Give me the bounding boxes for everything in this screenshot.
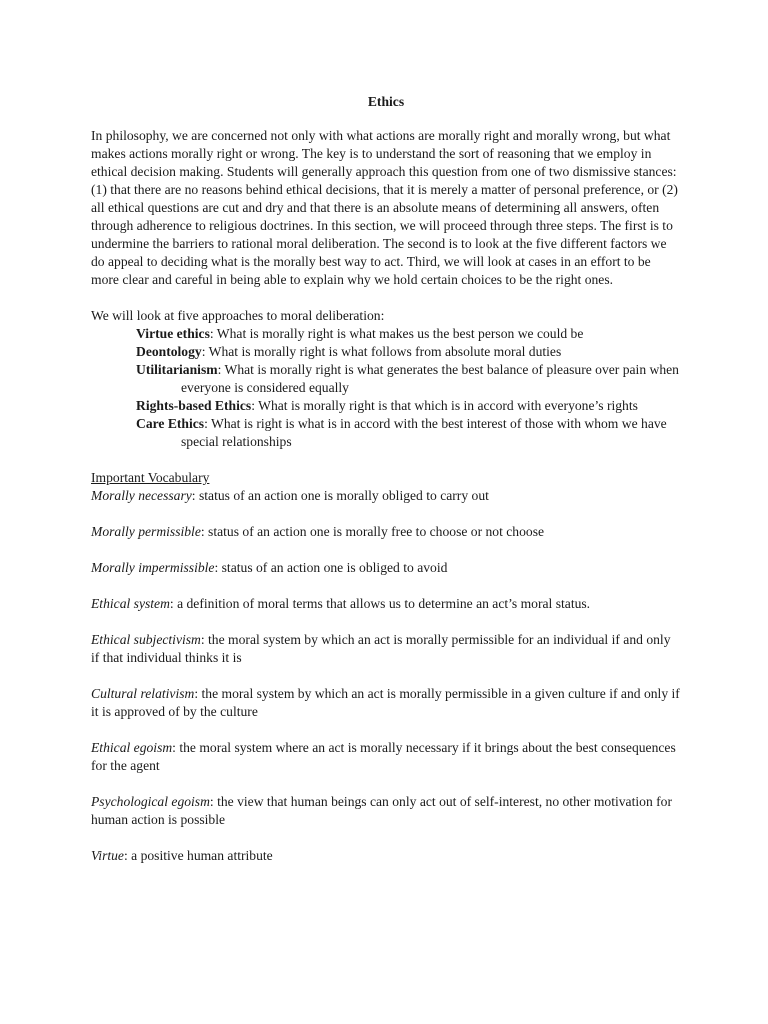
vocab-item-ethical-subjectivism xyxy=(91,631,681,667)
vocab-term: Morally necessary xyxy=(91,488,192,503)
approach-item-utilitarianism xyxy=(136,361,681,397)
approaches-lead: We will look at five approaches to moral deliberation: xyxy=(91,308,385,323)
vocab-term: Morally permissible xyxy=(91,524,201,539)
approach-term: Virtue ethics xyxy=(136,326,210,341)
document-page xyxy=(91,93,681,883)
vocabulary-heading: Important Vocabulary xyxy=(91,470,210,485)
vocab-item-morally-impermissible xyxy=(91,559,681,577)
vocab-item-morally-permissible xyxy=(91,523,681,541)
approach-item-deontology xyxy=(136,343,681,361)
vocab-item-cultural-relativism xyxy=(91,685,681,721)
vocab-definition: : the moral system by which an act is morally permissible for an individual if and only if that individual thinks it is xyxy=(91,632,671,665)
approach-definition: : What is morally right is that which is in accord with everyone’s rights xyxy=(251,398,638,413)
vocab-item-virtue xyxy=(91,847,681,865)
vocab-item-ethical-egoism xyxy=(91,739,681,775)
vocab-term: Morally impermissible xyxy=(91,560,215,575)
document-title: Ethics xyxy=(367,94,405,109)
approach-item-virtue-ethics xyxy=(136,325,681,343)
vocab-term: Ethical subjectivism xyxy=(91,632,201,647)
approach-item-care-ethics xyxy=(136,415,681,451)
vocab-term: Cultural relativism xyxy=(91,686,195,701)
intro-paragraph: In philosophy, we are concerned not only with what actions are morally right and morally wrong, but what makes actions morally right or wrong. The key is to understand the sort of reasoning that we employ in ethical decision making. Students will generally approach this question from one of two dismissive stances: (1) that there are no reasons behind ethical decisions, that it is merely a matter of personal preference, or (2) all ethical questions are cut and dry and that there is an absolute means of determining all answers, often through adherence to religious doctrines. In this section, we will proceed through three steps. The first is to undermine the barriers to rational moral deliberation. The second is to look at the five different factors we do appeal to deciding what is the morally best way to act. Third, we will look at cases in an effort to be more clear and careful in being able to explain why we hold certain choices to be the right ones. xyxy=(91,128,678,287)
approach-term: Utilitarianism xyxy=(136,362,218,377)
vocab-definition: : a positive human attribute xyxy=(123,848,273,863)
vocab-definition: : status of an action one is morally obliged to carry out xyxy=(191,488,489,503)
vocab-definition: : a definition of moral terms that allows us to determine an act’s moral status. xyxy=(169,596,591,611)
vocab-item-psychological-egoism xyxy=(91,793,681,829)
approach-term: Deontology xyxy=(136,344,202,359)
vocab-term: Virtue xyxy=(91,848,124,863)
approach-definition: : What is morally right is what makes us the best person we could be xyxy=(209,326,584,341)
vocab-definition: : the moral system by which an act is morally permissible in a given culture if and only if it is approved of by the culture xyxy=(91,686,680,719)
approach-definition: : What is right is what is in accord with the best interest of those with whom we have special relationships xyxy=(181,416,667,449)
vocab-definition: : status of an action one is obliged to avoid xyxy=(214,560,448,575)
vocab-term: Ethical egoism xyxy=(91,740,173,755)
approach-term: Care Ethics xyxy=(136,416,205,431)
vocab-item-morally-necessary xyxy=(91,487,681,505)
vocab-item-ethical-system xyxy=(91,595,681,613)
vocabulary-list xyxy=(91,487,681,865)
approach-definition: : What is morally right is what generates the best balance of pleasure over pain when everyone is considered equally xyxy=(181,362,679,395)
approach-term: Rights-based Ethics xyxy=(136,398,252,413)
vocab-term: Psychological egoism xyxy=(91,794,210,809)
vocab-definition: : the moral system where an act is morally necessary if it brings about the best consequences for the agent xyxy=(91,740,676,773)
vocab-definition: : the view that human beings can only act out of self-interest, no other motivation for human action is possible xyxy=(91,794,672,827)
approach-item-rights-based-ethics xyxy=(136,397,681,415)
approach-definition: : What is morally right is what follows from absolute moral duties xyxy=(201,344,562,359)
vocab-term: Ethical system xyxy=(91,596,170,611)
vocab-definition: : status of an action one is morally free to choose or not choose xyxy=(200,524,545,539)
approach-list xyxy=(91,325,681,451)
